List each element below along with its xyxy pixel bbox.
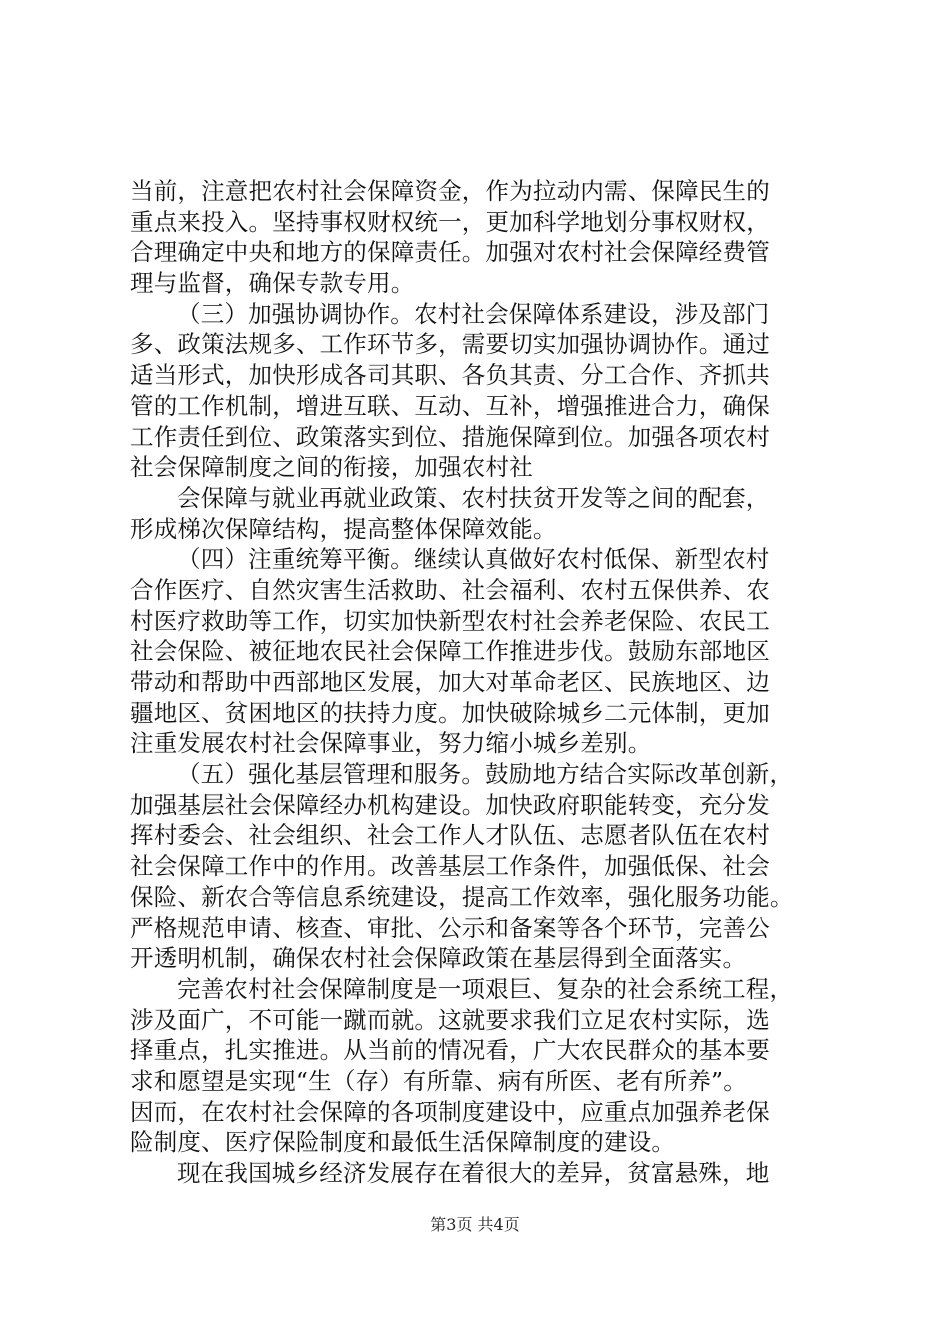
text-line: 重点来投入。坚持事权财权统一，更加科学地划分事权财权， [130, 207, 770, 236]
text-line: 涉及面广，不可能一蹴而就。这就要求我们立足农村实际，选 [130, 1005, 770, 1034]
page-footer: 第3页 共4页 [430, 1215, 520, 1234]
text-line: 管的工作机制，增进互联、互动、互补，增强推进合力，确保 [130, 391, 770, 420]
text-line: 挥村委会、社会组织、社会工作人才队伍、志愿者队伍在农村 [130, 821, 770, 850]
text-line: 疆地区、贫困地区的扶持力度。加快破除城乡二元体制，更加 [130, 698, 770, 727]
text-line: 理与监督，确保专款专用。 [130, 269, 415, 298]
text-line: 险制度、医疗保险制度和最低生活保障制度的建设。 [130, 1128, 676, 1157]
text-line: 合作医疗、自然灾害生活救助、社会福利、农村五保供养、农 [130, 575, 770, 604]
text-line: 保险、新农合等信息系统建设，提高工作效率，强化服务功能。 [130, 882, 794, 911]
text-line: 择重点，扎实推进。从当前的情况看，广大农民群众的基本要 [130, 1036, 770, 1065]
text-line: 严格规范申请、核查、审批、公示和备案等各个环节，完善公 [130, 913, 770, 942]
text-line: （五）强化基层管理和服务。鼓励地方结合实际改革创新， [177, 760, 794, 789]
text-line: 当前，注意把农村社会保障资金，作为拉动内需、保障民生的 [130, 177, 770, 205]
text-line: 社会保险、被征地农民社会保障工作推进步伐。鼓励东部地区 [130, 637, 770, 666]
text-line: 村医疗救助等工作，切实加快新型农村社会养老保险、农民工 [130, 606, 770, 635]
text-line: 注重发展农村社会保障事业，努力缩小城乡差别。 [130, 729, 652, 758]
text-line: 完善农村社会保障制度是一项艰巨、复杂的社会系统工程， [177, 974, 794, 1003]
text-line: 形成梯次保障结构，提高整体保障效能。 [130, 514, 557, 543]
text-line: 带动和帮助中西部地区发展，加大对革命老区、民族地区、边 [130, 668, 770, 696]
text-line: 开透明机制，确保农村社会保障政策在基层得到全面落实。 [130, 944, 747, 973]
document-body [130, 176, 830, 1189]
text-line: 因而，在农村社会保障的各项制度建设中，应重点加强养老保 [130, 1097, 770, 1126]
text-line: 社会保障制度之间的衔接，加强农村社 [130, 453, 533, 482]
text-line: 多、政策法规多、工作环节多，需要切实加强协调协作。通过 [130, 330, 770, 359]
text-line: （三）加强协调协作。农村社会保障体系建设，涉及部门 [177, 299, 770, 328]
text-line: 合理确定中央和地方的保障责任。加强对农村社会保障经费管 [130, 238, 770, 267]
text-line: 工作责任到位、政策落实到位、措施保障到位。加强各项农村 [130, 422, 770, 451]
text-line: 加强基层社会保障经办机构建设。加快政府职能转变，充分发 [130, 790, 770, 819]
text-line: 现在我国城乡经济发展存在着很大的差异，贫富悬殊，地 [177, 1159, 770, 1187]
text-line: 求和愿望是实现“生（存）有所靠、病有所医、老有所养”。 [130, 1066, 747, 1095]
text-line: （四）注重统筹平衡。继续认真做好农村低保、新型农村 [177, 545, 770, 574]
text-line: 适当形式，加快形成各司其职、各负其责、分工合作、齐抓共 [130, 361, 770, 390]
text-line: 社会保障工作中的作用。改善基层工作条件，加强低保、社会 [130, 852, 770, 881]
text-line: 会保障与就业再就业政策、农村扶贫开发等之间的配套， [177, 483, 770, 512]
